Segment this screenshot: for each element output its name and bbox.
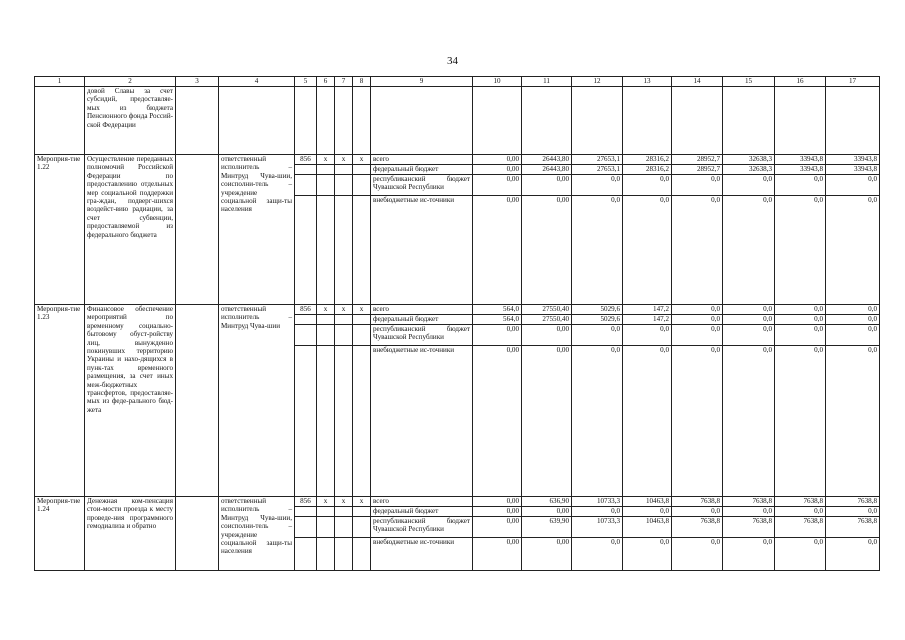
empty-cell (317, 507, 335, 517)
amount-cell: 0,00 (522, 538, 572, 571)
amount-cell: 0,0 (775, 538, 826, 571)
empty-cell (317, 538, 335, 571)
empty-cell (317, 315, 335, 325)
amount-cell: 10733,3 (572, 517, 623, 538)
column-header: 3 (176, 77, 219, 87)
funding-source: внебюджетные ис-точники (371, 538, 473, 571)
column-header: 8 (353, 77, 371, 87)
amount-cell: 0,00 (473, 538, 522, 571)
amount-cell: 0,0 (723, 305, 775, 315)
amount-cell: 28316,2 (623, 165, 672, 175)
empty-cell (353, 538, 371, 571)
amount-cell: 0,00 (473, 517, 522, 538)
amount-cell: 0,00 (473, 155, 522, 165)
funding-source: республиканский бюджет Чувашской Республики (371, 517, 473, 538)
empty-cell (295, 165, 317, 175)
empty-cell (295, 346, 317, 497)
empty-cell (295, 175, 317, 196)
column-header: 17 (826, 77, 880, 87)
amount-cell: 0,0 (572, 346, 623, 497)
amount-cell: 0,0 (672, 305, 723, 315)
amount-cell: 0,00 (473, 497, 522, 507)
empty-cell (335, 538, 353, 571)
empty-cell (353, 346, 371, 497)
amount-cell: 0,0 (672, 507, 723, 517)
funding-source: федеральный бюджет (371, 507, 473, 517)
amount-cell: 0,0 (572, 538, 623, 571)
amount-cell: 0,0 (826, 325, 880, 346)
empty-cell (317, 196, 335, 305)
empty-cell (176, 497, 219, 571)
page-number: 34 (447, 55, 458, 67)
empty-cell (295, 507, 317, 517)
amount-cell: 0,0 (775, 315, 826, 325)
amount-cell: 7638,8 (723, 497, 775, 507)
code-cell: х (335, 305, 353, 315)
amount-cell: 636,90 (522, 497, 572, 507)
empty-cell (335, 517, 353, 538)
amount-cell: 564,0 (473, 315, 522, 325)
funding-source: федеральный бюджет (371, 165, 473, 175)
amount-cell: 0,0 (672, 175, 723, 196)
empty-cell (335, 165, 353, 175)
amount-cell: 564,0 (473, 305, 522, 315)
amount-cell: 32638,3 (723, 155, 775, 165)
empty-cell (353, 315, 371, 325)
funding-source: всего (371, 497, 473, 507)
code-cell: х (335, 497, 353, 507)
amount-cell: 0,0 (723, 196, 775, 305)
continuation-row (35, 87, 880, 155)
amount-cell: 26443,80 (522, 165, 572, 175)
amount-cell: 33943,8 (775, 155, 826, 165)
amount-cell: 0,0 (826, 196, 880, 305)
empty-cell (317, 165, 335, 175)
empty-cell (335, 507, 353, 517)
event-label: Мероприя-тие 1.22 (35, 155, 85, 305)
event-label: Мероприя-тие 1.24 (35, 497, 85, 571)
funding-source: федеральный бюджет (371, 315, 473, 325)
code-cell: х (317, 497, 335, 507)
column-header: 12 (572, 77, 623, 87)
amount-cell: 28316,2 (623, 155, 672, 165)
amount-cell: 0,0 (775, 507, 826, 517)
empty-cell (335, 175, 353, 196)
amount-cell: 0,0 (826, 305, 880, 315)
amount-cell: 0,0 (672, 346, 723, 497)
budget-row (35, 155, 880, 165)
event-label: Мероприя-тие 1.23 (35, 305, 85, 497)
amount-cell: 7638,8 (826, 497, 880, 507)
amount-cell: 0,0 (572, 196, 623, 305)
code-cell: 856 (295, 497, 317, 507)
amount-cell: 7638,8 (672, 517, 723, 538)
amount-cell: 27550,40 (522, 315, 572, 325)
empty-cell (295, 325, 317, 346)
code-cell: х (353, 305, 371, 315)
amount-cell: 147,2 (623, 315, 672, 325)
empty-cell (317, 325, 335, 346)
code-cell: 856 (295, 305, 317, 315)
amount-cell: 0,0 (775, 325, 826, 346)
amount-cell: 0,00 (522, 196, 572, 305)
empty-cell (335, 346, 353, 497)
code-cell: х (317, 305, 335, 315)
funding-source: внебюджетные ис-точники (371, 196, 473, 305)
column-header: 1 (35, 77, 85, 87)
column-header: 14 (672, 77, 723, 87)
amount-cell: 0,0 (623, 538, 672, 571)
amount-cell: 7638,8 (775, 497, 826, 507)
amount-cell: 0,0 (623, 325, 672, 346)
code-cell: х (317, 155, 335, 165)
amount-cell: 33943,8 (826, 155, 880, 165)
amount-cell: 147,2 (623, 305, 672, 315)
amount-cell: 0,00 (473, 196, 522, 305)
event-executor: ответственный исполнитель – Минтруд Чува-шии (219, 305, 295, 497)
amount-cell: 0,0 (672, 538, 723, 571)
amount-cell: 27653,1 (572, 155, 623, 165)
amount-cell: 0,0 (723, 175, 775, 196)
budget-row (35, 305, 880, 315)
amount-cell: 0,0 (826, 315, 880, 325)
column-header: 13 (623, 77, 672, 87)
empty-cell (353, 517, 371, 538)
amount-cell: 0,0 (775, 196, 826, 305)
amount-cell: 32638,3 (723, 165, 775, 175)
amount-cell: 10463,8 (623, 497, 672, 507)
amount-cell: 0,0 (775, 305, 826, 315)
event-executor: ответственный исполнитель – Минтруд Чува-шии, соисполни-тель – учреждение социальной защи-ты населения (219, 155, 295, 305)
amount-cell: 0,0 (623, 196, 672, 305)
empty-cell (317, 175, 335, 196)
amount-cell: 0,0 (723, 538, 775, 571)
empty-cell (176, 305, 219, 497)
header-row (35, 77, 880, 87)
amount-cell: 27550,40 (522, 305, 572, 315)
amount-cell: 28952,7 (672, 165, 723, 175)
amount-cell: 0,00 (473, 165, 522, 175)
funding-source: республиканский бюджет Чувашской Республики (371, 325, 473, 346)
amount-cell: 7638,8 (826, 517, 880, 538)
amount-cell: 0,0 (826, 346, 880, 497)
amount-cell: 0,0 (572, 325, 623, 346)
amount-cell: 0,0 (623, 346, 672, 497)
empty-cell (295, 517, 317, 538)
empty-cell (335, 315, 353, 325)
amount-cell: 5029,6 (572, 305, 623, 315)
empty-cell (295, 196, 317, 305)
amount-cell: 7638,8 (672, 497, 723, 507)
amount-cell: 0,0 (826, 507, 880, 517)
empty-cell (295, 538, 317, 571)
amount-cell: 0,0 (723, 325, 775, 346)
code-cell: х (353, 155, 371, 165)
amount-cell: 0,0 (572, 175, 623, 196)
amount-cell: 0,0 (672, 196, 723, 305)
column-header: 6 (317, 77, 335, 87)
amount-cell: 0,0 (623, 507, 672, 517)
column-header: 9 (371, 77, 473, 87)
amount-cell: 0,0 (672, 315, 723, 325)
continuation-text: довой Славы за счет субсидий, предоставляе-мых из бюджета Пенсионного фонда Россий-ской Федерации (85, 87, 176, 155)
funding-source: всего (371, 155, 473, 165)
empty-cell (353, 507, 371, 517)
column-header: 10 (473, 77, 522, 87)
amount-cell: 28952,7 (672, 155, 723, 165)
amount-cell: 33943,8 (826, 165, 880, 175)
amount-cell: 0,00 (522, 175, 572, 196)
amount-cell: 0,00 (473, 325, 522, 346)
empty-cell (353, 325, 371, 346)
column-header: 11 (522, 77, 572, 87)
amount-cell: 0,00 (473, 507, 522, 517)
event-description: Денежная ком-пенсация стои-мости проезда к месту проведе-ния программного гемодиализа и обратно (85, 497, 176, 571)
code-cell: х (353, 497, 371, 507)
empty-cell (176, 155, 219, 305)
amount-cell: 0,00 (522, 507, 572, 517)
amount-cell: 26443,80 (522, 155, 572, 165)
amount-cell: 0,0 (826, 175, 880, 196)
empty-cell (335, 325, 353, 346)
amount-cell: 7638,8 (775, 517, 826, 538)
funding-source: республиканский бюджет Чувашской Республики (371, 175, 473, 196)
empty-cell (353, 165, 371, 175)
amount-cell: 0,00 (522, 346, 572, 497)
amount-cell: 5029,6 (572, 315, 623, 325)
funding-source: всего (371, 305, 473, 315)
amount-cell: 0,0 (723, 315, 775, 325)
column-header: 16 (775, 77, 826, 87)
amount-cell: 7638,8 (723, 517, 775, 538)
funding-source: внебюджетные ис-точники (371, 346, 473, 497)
event-description: Финансовое обеспечение мероприятий по временному социально-бытовому обуст-ройству лиц, вынужденно покинувших территорию Украины и нахо-дящихся в пунк-тах временного размещения, за счет иных меж-бюджетных трансфертов, предоставляе-мых из феде-рального бюд-жета (85, 305, 176, 497)
column-header: 4 (219, 77, 295, 87)
code-cell: х (335, 155, 353, 165)
empty-cell (335, 196, 353, 305)
amount-cell: 0,0 (623, 175, 672, 196)
empty-cell (353, 175, 371, 196)
amount-cell: 0,00 (522, 325, 572, 346)
amount-cell: 10463,8 (623, 517, 672, 538)
amount-cell: 0,00 (473, 346, 522, 497)
amount-cell: 0,0 (723, 346, 775, 497)
amount-cell: 27653,1 (572, 165, 623, 175)
amount-cell: 0,0 (572, 507, 623, 517)
amount-cell: 639,90 (522, 517, 572, 538)
empty-cell (317, 346, 335, 497)
column-header: 15 (723, 77, 775, 87)
empty-cell (353, 196, 371, 305)
amount-cell: 0,0 (775, 175, 826, 196)
code-cell: 856 (295, 155, 317, 165)
budget-row (35, 497, 880, 507)
empty-cell (317, 517, 335, 538)
amount-cell: 0,0 (723, 507, 775, 517)
empty-cell (295, 315, 317, 325)
column-header: 2 (85, 77, 176, 87)
event-executor: ответственный исполнитель – Минтруд Чува-шии, соисполни-тель – учреждение социальной защи-ты населения (219, 497, 295, 571)
amount-cell: 0,0 (775, 346, 826, 497)
amount-cell: 0,00 (473, 175, 522, 196)
budget-table (34, 76, 880, 571)
amount-cell: 10733,3 (572, 497, 623, 507)
amount-cell: 33943,8 (775, 165, 826, 175)
amount-cell: 0,0 (672, 325, 723, 346)
column-header: 5 (295, 77, 317, 87)
amount-cell: 0,0 (826, 538, 880, 571)
column-header: 7 (335, 77, 353, 87)
event-description: Осуществление переданных полномочий Российской Федерации по предоставлению отдельных мер социальной поддержки гра-ждан, подверг-шихся воздейст-вию радиации, за счет субвенции, предоставляемой из федерального бюджета (85, 155, 176, 305)
